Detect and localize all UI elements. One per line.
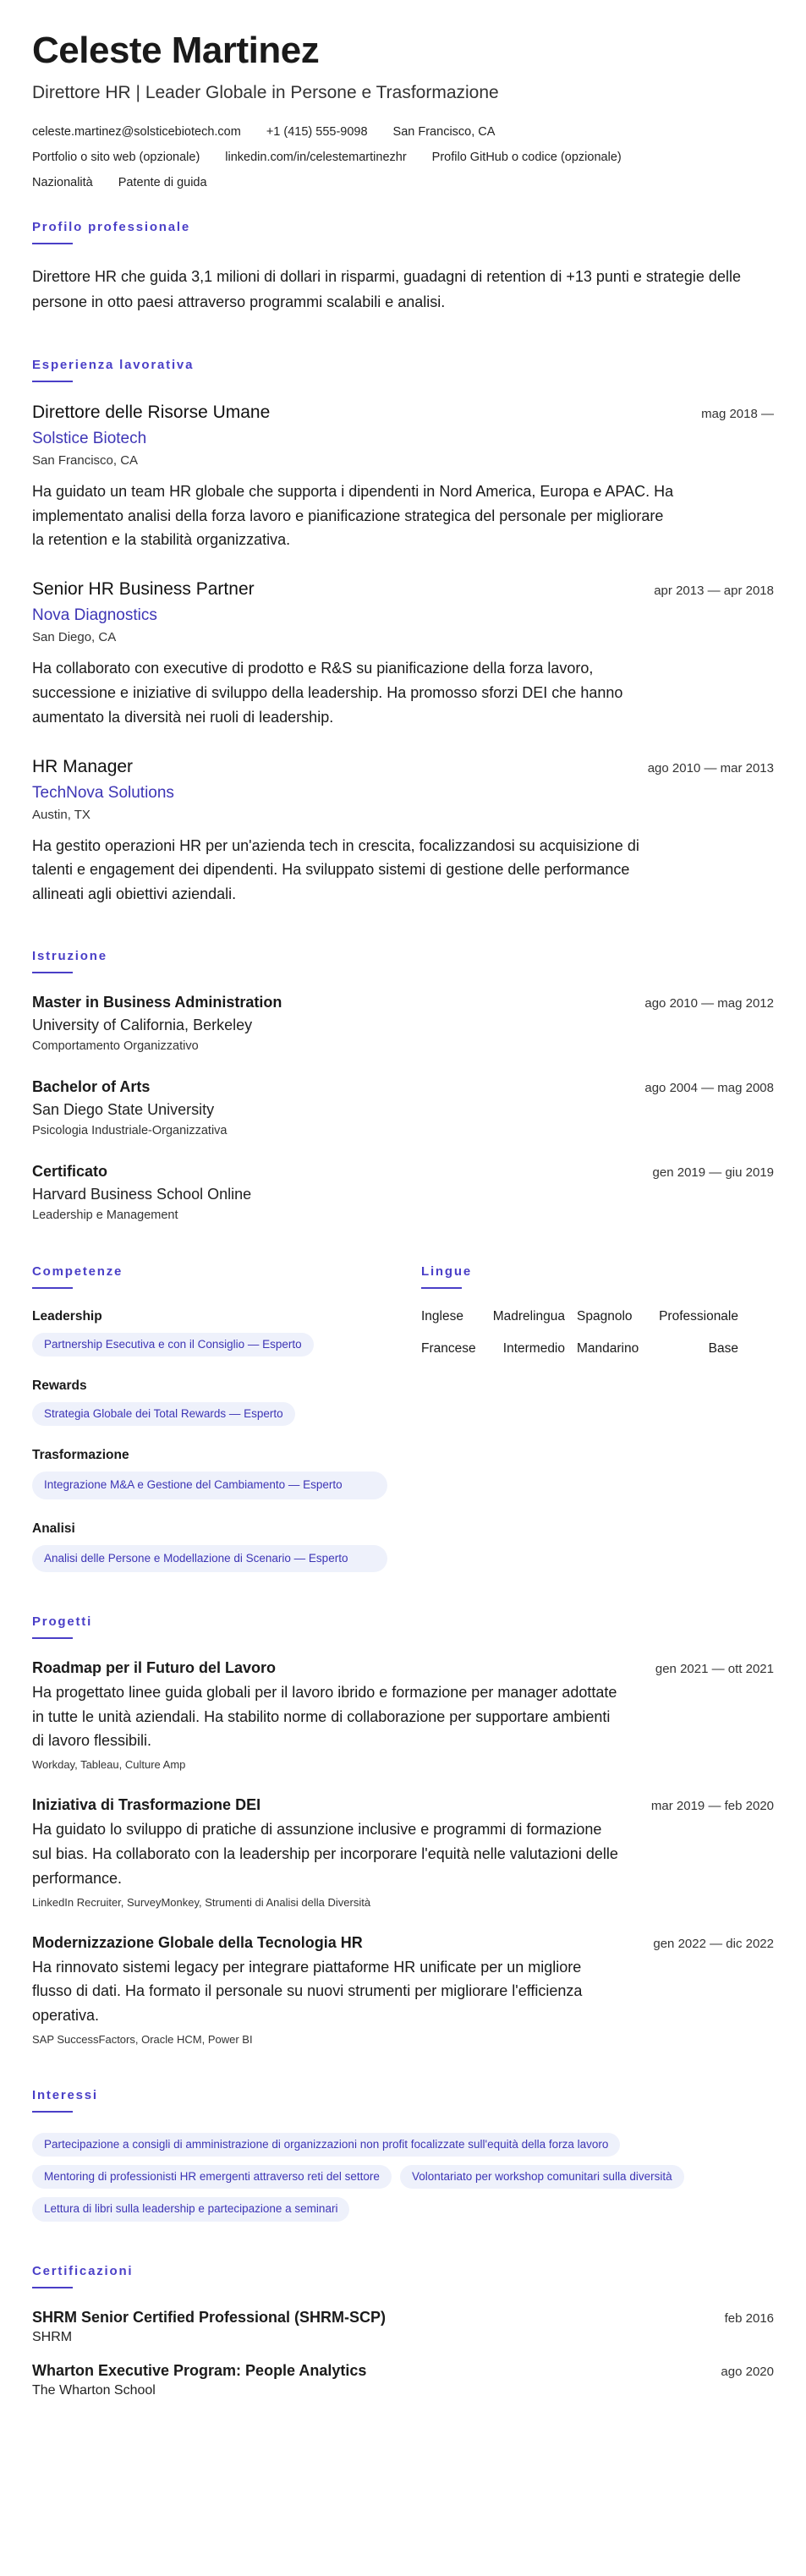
certification-date: feb 2016 bbox=[724, 2310, 774, 2326]
portfolio-link[interactable]: Portfolio o sito web (opzionale) bbox=[32, 151, 200, 165]
github-link[interactable]: Profilo GitHub o codice (opzionale) bbox=[431, 151, 622, 165]
section-title: Progetti bbox=[32, 1614, 93, 1629]
phone[interactable]: +1 (415) 555-9098 bbox=[266, 125, 368, 140]
language-name: Mandarino bbox=[577, 1340, 639, 1356]
job-entry bbox=[32, 579, 774, 729]
skill-group bbox=[32, 1309, 387, 1357]
section-divider bbox=[32, 1287, 73, 1289]
certification-entry bbox=[32, 2362, 774, 2398]
project-title: Roadmap per il Futuro del Lavoro bbox=[32, 1658, 277, 1676]
job-company: Nova Diagnostics bbox=[32, 606, 157, 625]
interest-chip: Mentoring di professionisti HR emergenti attraverso reti del settore bbox=[32, 2165, 392, 2189]
section-divider bbox=[32, 2287, 73, 2288]
nationality: Nazionalità bbox=[32, 176, 93, 190]
language-name: Inglese bbox=[421, 1308, 463, 1324]
job-entry bbox=[32, 757, 774, 907]
school: Harvard Business School Online bbox=[32, 1185, 252, 1203]
section-divider bbox=[32, 972, 73, 973]
education-date: ago 2004 — mag 2008 bbox=[644, 1080, 774, 1095]
job-company: TechNova Solutions bbox=[32, 783, 174, 802]
section-title: Profilo professionale bbox=[32, 220, 190, 235]
summary-section bbox=[32, 220, 774, 315]
job-location: San Francisco, CA bbox=[32, 452, 139, 468]
project-entry bbox=[32, 1934, 774, 2046]
certification-name: SHRM Senior Certified Professional (SHRM-SCP) bbox=[32, 2308, 387, 2326]
interests-section bbox=[32, 2088, 774, 2222]
section-title: Interessi bbox=[32, 2087, 98, 2102]
section-title: Competenze bbox=[32, 1263, 123, 1279]
project-date: gen 2021 — ott 2021 bbox=[655, 1661, 774, 1676]
field-of-study: Psicologia Industriale-Organizzativa bbox=[32, 1123, 228, 1137]
interest-chip: Volontariato per workshop comunitari sulla diversità bbox=[400, 2165, 684, 2189]
education-section bbox=[32, 949, 774, 1222]
language-level: Base bbox=[708, 1340, 738, 1356]
interest-chip: Lettura di libri sulla leadership e partecipazione a seminari bbox=[32, 2197, 349, 2221]
contact-row bbox=[32, 125, 774, 139]
driving-license: Patente di guida bbox=[118, 176, 207, 190]
job-date: mag 2018 — bbox=[701, 406, 774, 421]
school: San Diego State University bbox=[32, 1100, 215, 1118]
section-title: Istruzione bbox=[32, 948, 107, 963]
certification-name: Wharton Executive Program: People Analytics bbox=[32, 2361, 367, 2379]
degree: Master in Business Administration bbox=[32, 993, 282, 1011]
skill-group bbox=[32, 1448, 387, 1499]
resume-header bbox=[32, 30, 774, 189]
skill-group bbox=[32, 1378, 387, 1426]
skill-category: Trasformazione bbox=[32, 1448, 129, 1463]
languages-column bbox=[421, 1264, 774, 1572]
job-title: HR Manager bbox=[32, 756, 134, 776]
linkedin-link[interactable]: linkedin.com/in/celestemartinezhr bbox=[225, 151, 407, 165]
project-entry bbox=[32, 1796, 774, 1908]
contact-row bbox=[32, 151, 774, 164]
skill-chip: Strategia Globale dei Total Rewards — Esperto bbox=[32, 1402, 295, 1426]
degree: Certificato bbox=[32, 1162, 108, 1180]
project-tools: SAP SuccessFactors, Oracle HCM, Power BI bbox=[32, 2032, 253, 2046]
location: San Francisco, CA bbox=[392, 125, 496, 140]
skills-languages-section bbox=[32, 1264, 774, 1572]
language-level: Intermedio bbox=[502, 1340, 565, 1356]
candidate-name: Celeste Martinez bbox=[32, 30, 320, 71]
field-of-study: Comportamento Organizzativo bbox=[32, 1039, 199, 1053]
job-description: Ha gestito operazioni HR per un'azienda tech in crescita, focalizzandosi su acquisizione di talenti e engagement dei dipendenti. Ha sviluppato sistemi di gestione delle performance allineati agli obiettivi aziendali. bbox=[32, 836, 639, 903]
skills-column bbox=[32, 1264, 387, 1572]
job-location: San Diego, CA bbox=[32, 630, 117, 645]
skill-category: Analisi bbox=[32, 1521, 75, 1536]
job-date: apr 2013 — apr 2018 bbox=[654, 584, 774, 599]
section-divider bbox=[32, 1637, 73, 1639]
skill-chip: Analisi delle Persone e Modellazione di Scenario — Esperto bbox=[32, 1545, 387, 1572]
skill-category: Leadership bbox=[32, 1308, 102, 1324]
section-title: Esperienza lavorativa bbox=[32, 357, 195, 372]
job-title: Senior HR Business Partner bbox=[32, 579, 255, 600]
certification-issuer: SHRM bbox=[32, 2329, 73, 2344]
certification-issuer: The Wharton School bbox=[32, 2382, 156, 2398]
project-tools: Workday, Tableau, Culture Amp bbox=[32, 1758, 186, 1772]
language-name: Spagnolo bbox=[577, 1308, 633, 1324]
projects-section bbox=[32, 1614, 774, 2046]
skill-chip: Partnership Esecutiva e con il Consiglio — Esperto bbox=[32, 1333, 314, 1357]
interest-chip: Partecipazione a consigli di amministrazione di organizzazioni non profit focalizzate sull'equità della forza lavoro bbox=[32, 2133, 620, 2157]
job-location: Austin, TX bbox=[32, 807, 90, 822]
language-level: Professionale bbox=[659, 1308, 738, 1324]
job-entry bbox=[32, 403, 774, 552]
education-entry bbox=[32, 1078, 774, 1137]
job-description: Ha guidato un team HR globale che supporta i dipendenti in Nord America, Europa e APAC. Ha implementato analisi della forza lavoro e pianificazione strategica del personale per migliorare la retention e la stabilità organizzativa. bbox=[32, 482, 674, 549]
degree: Bachelor of Arts bbox=[32, 1077, 151, 1095]
skill-category: Rewards bbox=[32, 1378, 87, 1394]
project-date: gen 2022 — dic 2022 bbox=[653, 1936, 774, 1951]
project-description: Ha guidato lo sviluppo di pratiche di assunzione inclusive e programmi di formazione sul bias. Ha collaborato con la leadership per incorporare l'equità nelle valutazioni delle performance. bbox=[32, 1821, 618, 1887]
section-title: Certificazioni bbox=[32, 2263, 134, 2278]
education-entry bbox=[32, 994, 774, 1053]
project-title: Iniziativa di Trasformazione DEI bbox=[32, 1796, 261, 1814]
section-divider bbox=[32, 243, 73, 244]
headline: Direttore HR | Leader Globale in Persone e Trasformazione bbox=[32, 83, 499, 103]
interests-list bbox=[32, 2133, 774, 2222]
project-title: Modernizzazione Globale della Tecnologia HR bbox=[32, 1933, 363, 1951]
job-description: Ha collaborato con executive di prodotto e R&S su pianificazione della forza lavoro, successione e iniziative di sviluppo della leadership. Ha promosso sforzi DEI che hanno aumentato la diversità nei ruoli di leadership. bbox=[32, 660, 623, 726]
section-divider bbox=[421, 1287, 462, 1289]
contact-info bbox=[32, 125, 774, 189]
job-date: ago 2010 — mar 2013 bbox=[647, 760, 774, 776]
school: University of California, Berkeley bbox=[32, 1016, 253, 1033]
job-company: Solstice Biotech bbox=[32, 429, 147, 447]
skill-chip: Integrazione M&A e Gestione del Cambiamento — Esperto bbox=[32, 1472, 387, 1499]
experience-section bbox=[32, 358, 774, 907]
job-title: Direttore delle Risorse Umane bbox=[32, 402, 271, 422]
project-description: Ha progettato linee guida globali per il lavoro ibrido e formazione per manager adottate in tutte le unità aziendali. Ha stabilito norme di collaborazione per supportare ambienti di lavoro flessibili. bbox=[32, 1683, 617, 1750]
project-description: Ha rinnovato sistemi legacy per integrare piattaforme HR unificate per un migliore flusso di dati. Ha formato il personale su nuovi strumenti per migliorare l'efficienza operativa. bbox=[32, 1958, 583, 2025]
section-divider bbox=[32, 381, 73, 382]
contact-row bbox=[32, 176, 774, 189]
section-divider bbox=[32, 2111, 73, 2113]
education-entry bbox=[32, 1163, 774, 1222]
education-date: gen 2019 — giu 2019 bbox=[652, 1165, 774, 1180]
language-level: Madrelingua bbox=[492, 1308, 565, 1324]
certifications-section bbox=[32, 2264, 774, 2398]
project-tools: LinkedIn Recruiter, SurveyMonkey, Strumenti di Analisi della Diversità bbox=[32, 1895, 371, 1909]
languages-grid bbox=[421, 1309, 774, 1357]
summary-text: Direttore HR che guida 3,1 milioni di dollari in risparmi, guadagni di retention di +13 punti e strategie delle persone in otto paesi attraverso programmi scalabili e analisi. bbox=[32, 268, 741, 311]
certification-entry bbox=[32, 2309, 774, 2345]
field-of-study: Leadership e Management bbox=[32, 1208, 178, 1222]
section-title: Lingue bbox=[421, 1263, 472, 1279]
project-entry bbox=[32, 1659, 774, 1771]
certification-date: ago 2020 bbox=[721, 2364, 774, 2379]
language-name: Francese bbox=[421, 1340, 476, 1356]
email[interactable]: celeste.martinez@solsticebiotech.com bbox=[32, 125, 241, 140]
education-date: ago 2010 — mag 2012 bbox=[644, 995, 774, 1011]
skill-group bbox=[32, 1521, 387, 1572]
project-date: mar 2019 — feb 2020 bbox=[650, 1799, 774, 1814]
